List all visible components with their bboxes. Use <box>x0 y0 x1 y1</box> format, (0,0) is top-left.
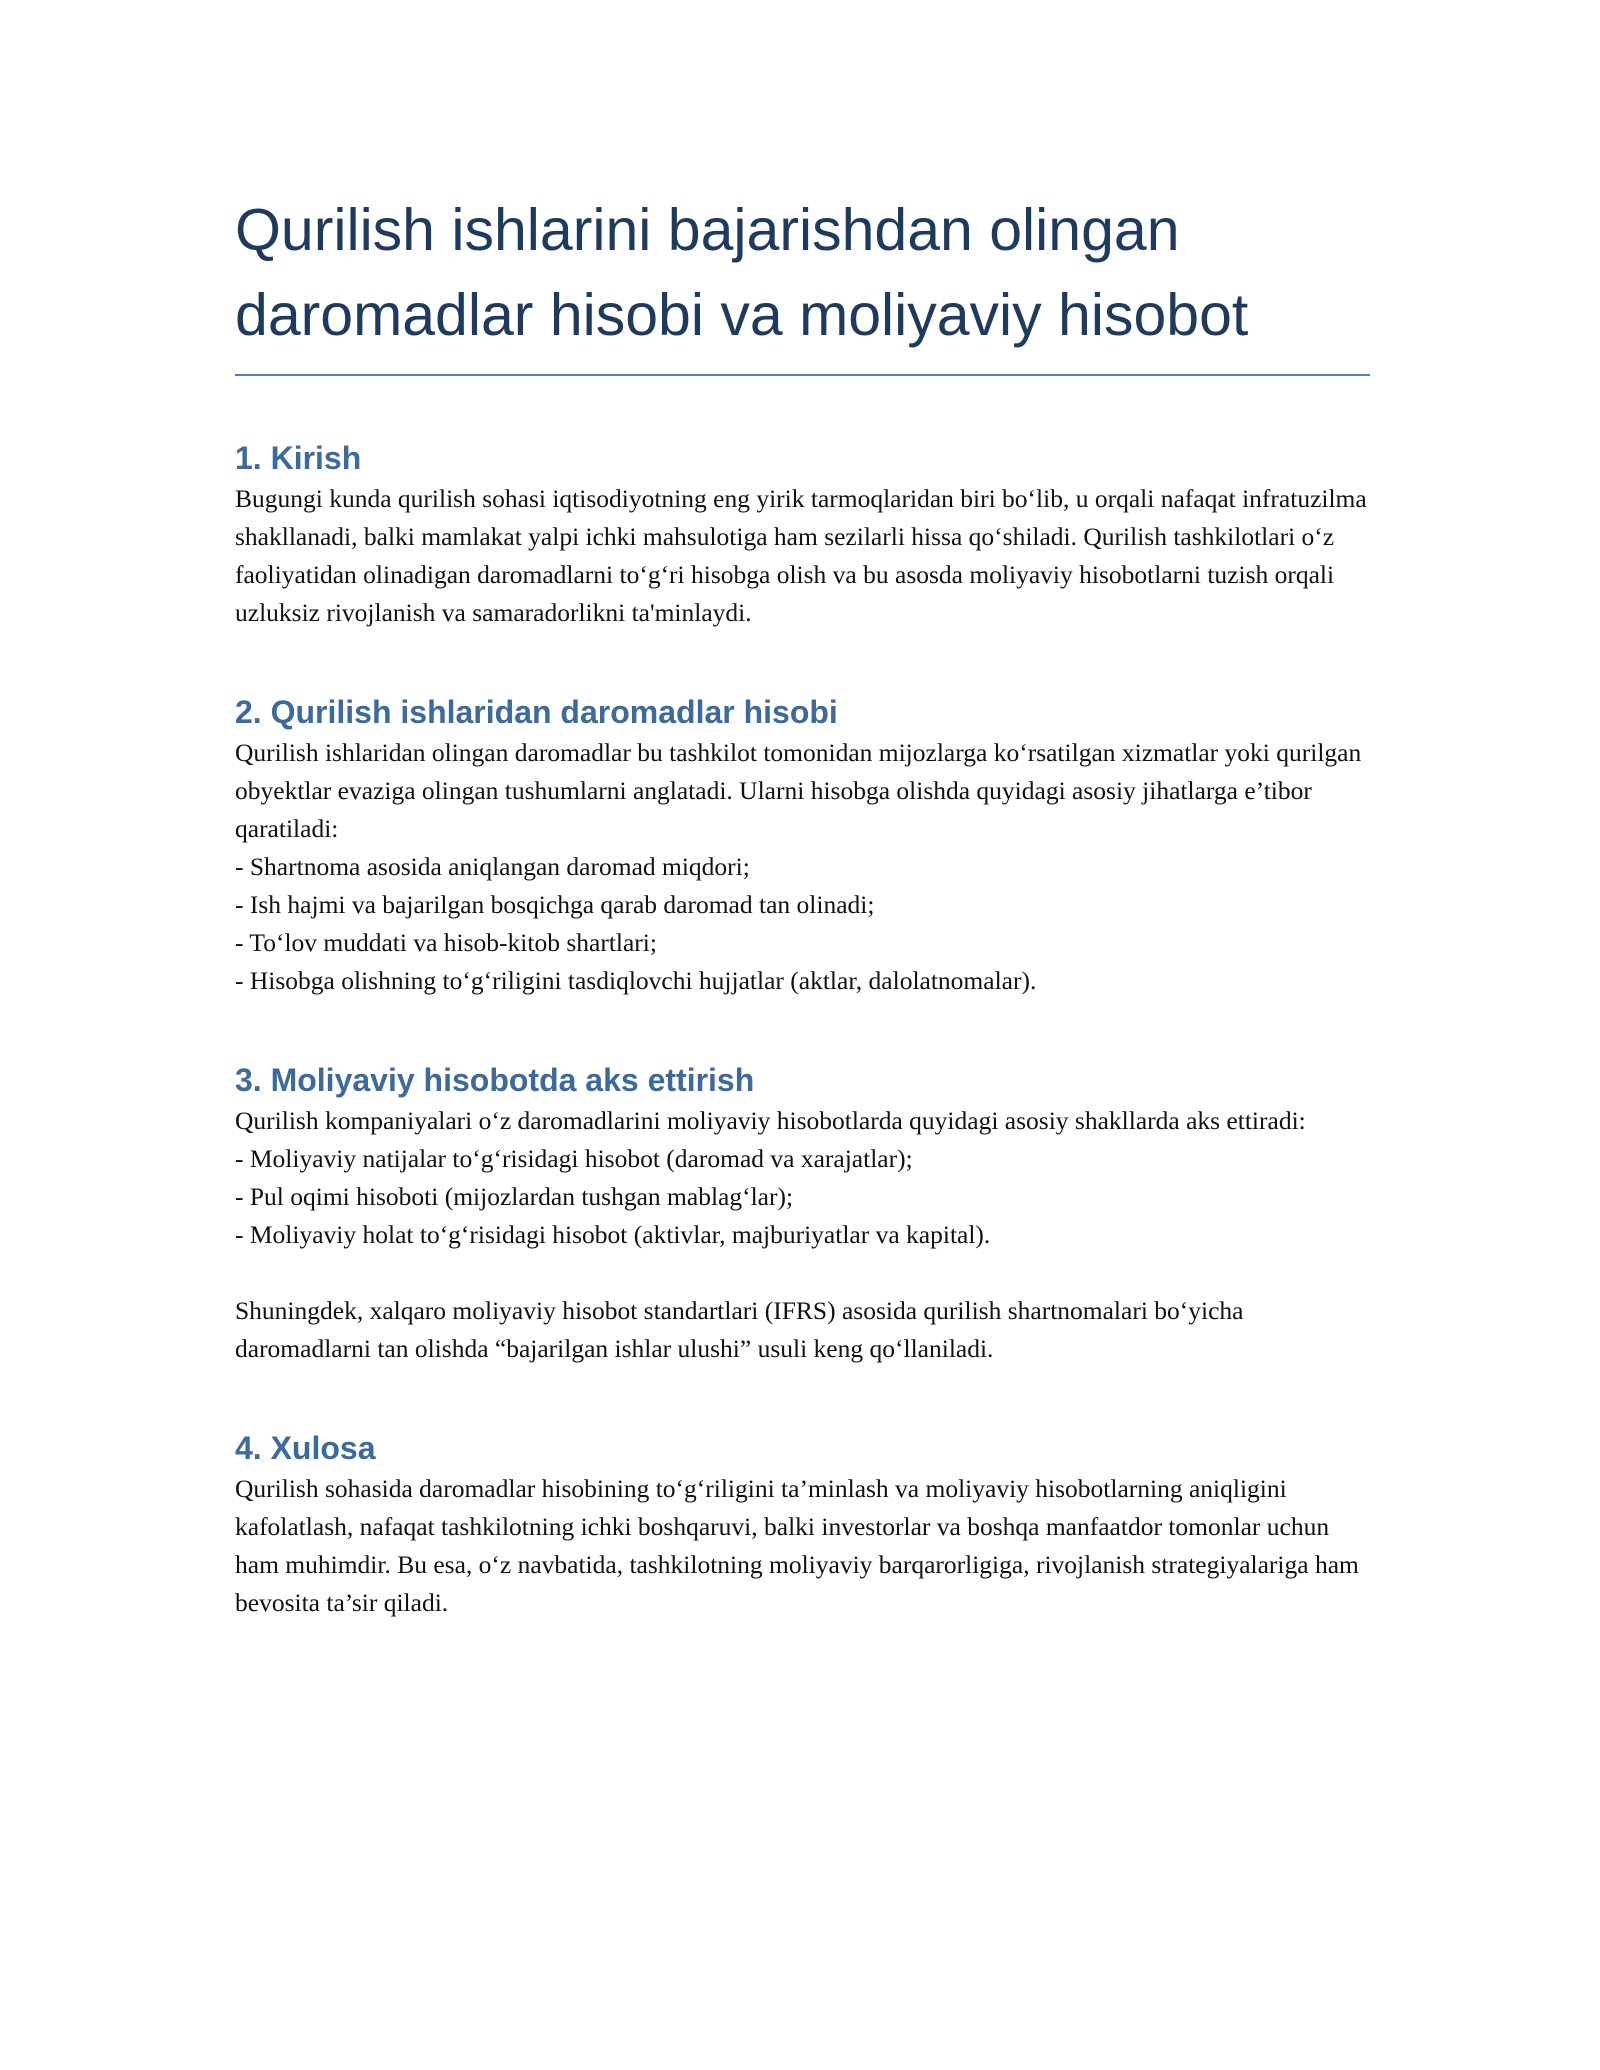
list-item: - Moliyaviy natijalar to‘g‘risidagi hisobot (daromad va xarajatlar); <box>235 1140 1370 1178</box>
bullet-list <box>235 1140 1370 1254</box>
section-heading: 3. Moliyaviy hisobotda aks ettirish <box>235 1062 755 1098</box>
list-item: - Ish hajmi va bajarilgan bosqichga qarab daromad tan olinadi; <box>235 886 1370 924</box>
list-item: - Hisobga olishning to‘g‘riligini tasdiqlovchi hujjatlar (aktlar, dalolatnomalar). <box>235 962 1370 1000</box>
section-financial-reporting <box>235 1058 1370 1368</box>
bullet-list <box>235 848 1370 1000</box>
document-title: Qurilish ishlarini bajarishdan olingan daromadlar hisobi va moliyaviy hisobot <box>235 188 1370 376</box>
section-paragraph: Bugungi kunda qurilish sohasi iqtisodiyotning eng yirik tarmoqlaridan biri bo‘lib, u orqali nafaqat infratuzilma shakllanadi, balki mamlakat yalpi ichki mahsulotiga ham sezilarli hissa qo‘shiladi. Qurilish tashkilotlari o‘z faoliyatidan olinadigan daromadlarni to‘g‘ri hisobga olish va bu asosda moliyaviy hisobotlarni tuzish orqali uzluksiz rivojlanish va samaradorlikni ta'minlaydi. <box>235 484 1367 627</box>
list-item: - Shartnoma asosida aniqlangan daromad miqdori; <box>235 848 1370 886</box>
section-intro: Qurilish kompaniyalari o‘z daromadlarini moliyaviy hisobotlarda quyidagi asosiy shakllarda aks ettiradi: <box>235 1106 1306 1135</box>
section-outro: Shuningdek, xalqaro moliyaviy hisobot standartlari (IFRS) asosida qurilish shartnomalari bo‘yicha daromadlarni tan olishda “bajarilgan ishlar ulushi” usuli keng qo‘llaniladi. <box>235 1296 1244 1363</box>
list-item: - To‘lov muddati va hisob-kitob shartlari; <box>235 924 1370 962</box>
section-paragraph: Qurilish sohasida daromadlar hisobining to‘g‘riligini ta’minlash va moliyaviy hisobotlarning aniqligini kafolatlash, nafaqat tashkilotning ichki boshqaruvi, balki investorlar va boshqa manfaatdor tomonlar uchun ham muhimdir. Bu esa, o‘z navbatida, tashkilotning moliyaviy barqarorligiga, rivojlanish strategiyalariga ham bevosita ta’sir qiladi. <box>235 1474 1359 1617</box>
section-heading: 4. Xulosa <box>235 1430 376 1466</box>
section-heading: 1. Kirish <box>235 440 362 476</box>
section-introduction <box>235 436 1370 632</box>
list-item: - Pul oqimi hisoboti (mijozlardan tushgan mablag‘lar); <box>235 1178 1370 1216</box>
list-item: - Moliyaviy holat to‘g‘risidagi hisobot (aktivlar, majburiyatlar va kapital). <box>235 1216 1370 1254</box>
section-heading: 2. Qurilish ishlaridan daromadlar hisobi <box>235 694 838 730</box>
document-content <box>235 188 1370 1622</box>
section-conclusion <box>235 1426 1370 1622</box>
section-intro: Qurilish ishlaridan olingan daromadlar bu tashkilot tomonidan mijozlarga ko‘rsatilgan xizmatlar yoki qurilgan obyektlar evaziga olingan tushumlarni anglatadi. Ularni hisobga olishda quyidagi asosiy jihatlarga e’tibor qaratiladi: <box>235 738 1362 843</box>
section-revenue-accounting <box>235 690 1370 1000</box>
